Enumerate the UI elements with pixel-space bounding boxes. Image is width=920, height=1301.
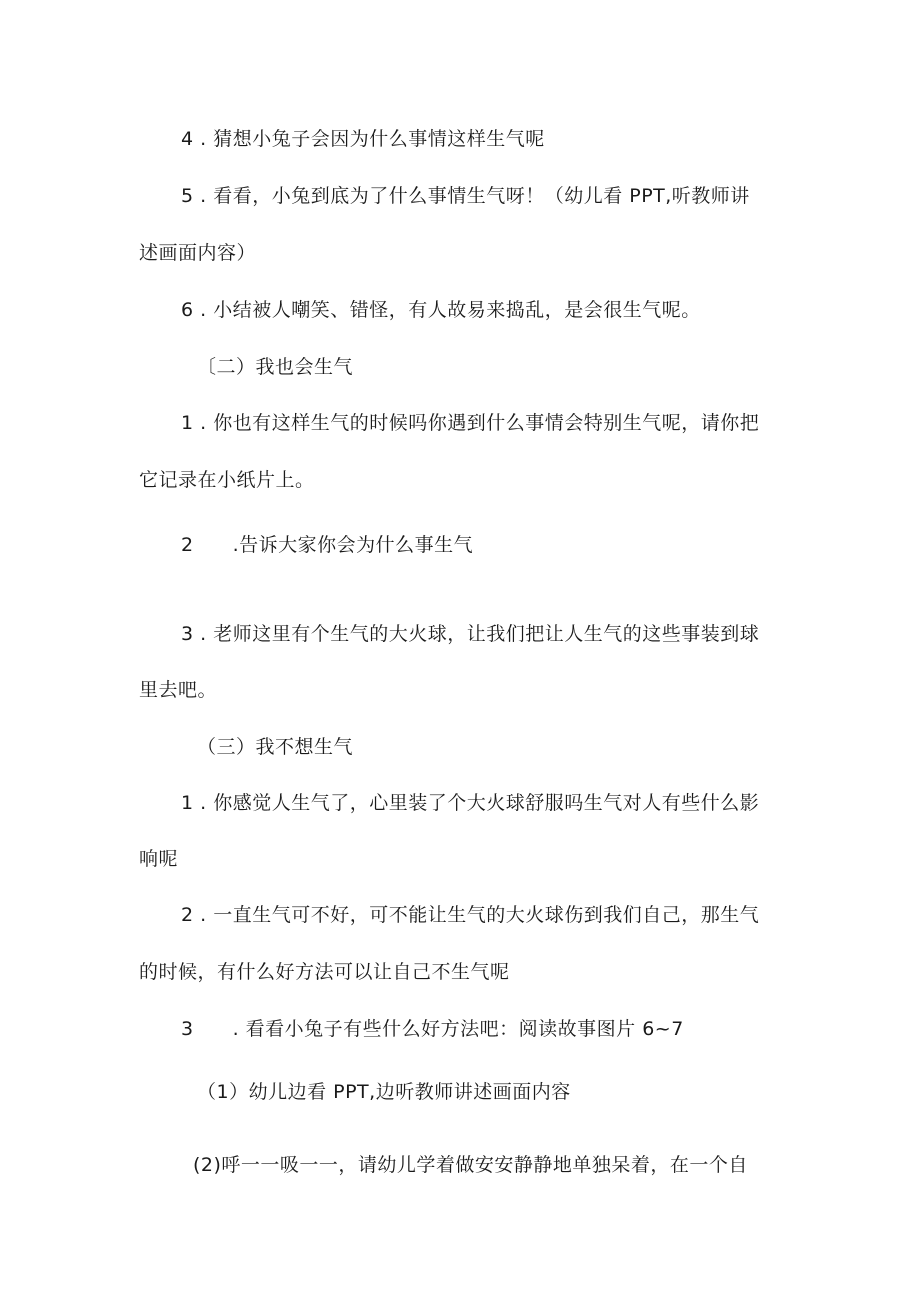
text-line-s2-3-cont: 里去吧。 bbox=[139, 679, 218, 701]
text-line-s2-1: 1 . 你也有这样生气的时候吗你遇到什么事情会特别生气呢，请你把 bbox=[181, 412, 760, 434]
text-line-s3-1: 1 . 你感觉人生气了，心里装了个大火球舒服吗生气对人有些什么影 bbox=[181, 792, 760, 814]
text-line-s2-3: 3 . 老师这里有个生气的大火球，让我们把让人生气的这些事装到球 bbox=[181, 623, 760, 645]
text-line-s2-1-cont: 它记录在小纸片上。 bbox=[139, 469, 315, 491]
text-line-s2-2: 2 .告诉大家你会为什么事生气 bbox=[181, 534, 474, 556]
text-line-5-cont: 述画面内容） bbox=[139, 242, 257, 264]
text-line-s3-2-cont: 的时候，有什么好方法可以让自己不生气呢 bbox=[139, 961, 510, 983]
text-line-s3-2: 2 . 一直生气可不好，可不能让生气的大火球伤到我们自己，那生气 bbox=[181, 904, 760, 926]
text-line-s3-1-cont: 响呢 bbox=[139, 848, 179, 870]
section-heading-3: （三）我不想生气 bbox=[197, 736, 354, 758]
section-heading-2: 〔二）我也会生气 bbox=[197, 356, 354, 378]
text-line-sub-1: （1）幼儿边看 PPT,边听教师讲述画面内容 bbox=[197, 1081, 571, 1103]
text-line-5: 5 . 看看，小兔到底为了什么事情生气呀！（幼儿看 PPT,听教师讲 bbox=[181, 185, 750, 207]
text-line-sub-2: (2)呼一一吸一一，请幼儿学着做安安静静地单独呆着，在一个自 bbox=[193, 1154, 748, 1176]
text-line-6: 6 . 小结被人嘲笑、错怪，有人故易来捣乱，是会很生气呢。 bbox=[181, 299, 701, 321]
text-line-4: 4 . 猜想小兔子会因为什么事情这样生气呢 bbox=[181, 128, 545, 150]
text-line-s3-3: 3 . 看看小兔子有些什么好方法吧：阅读故事图片 6~7 bbox=[181, 1018, 684, 1040]
